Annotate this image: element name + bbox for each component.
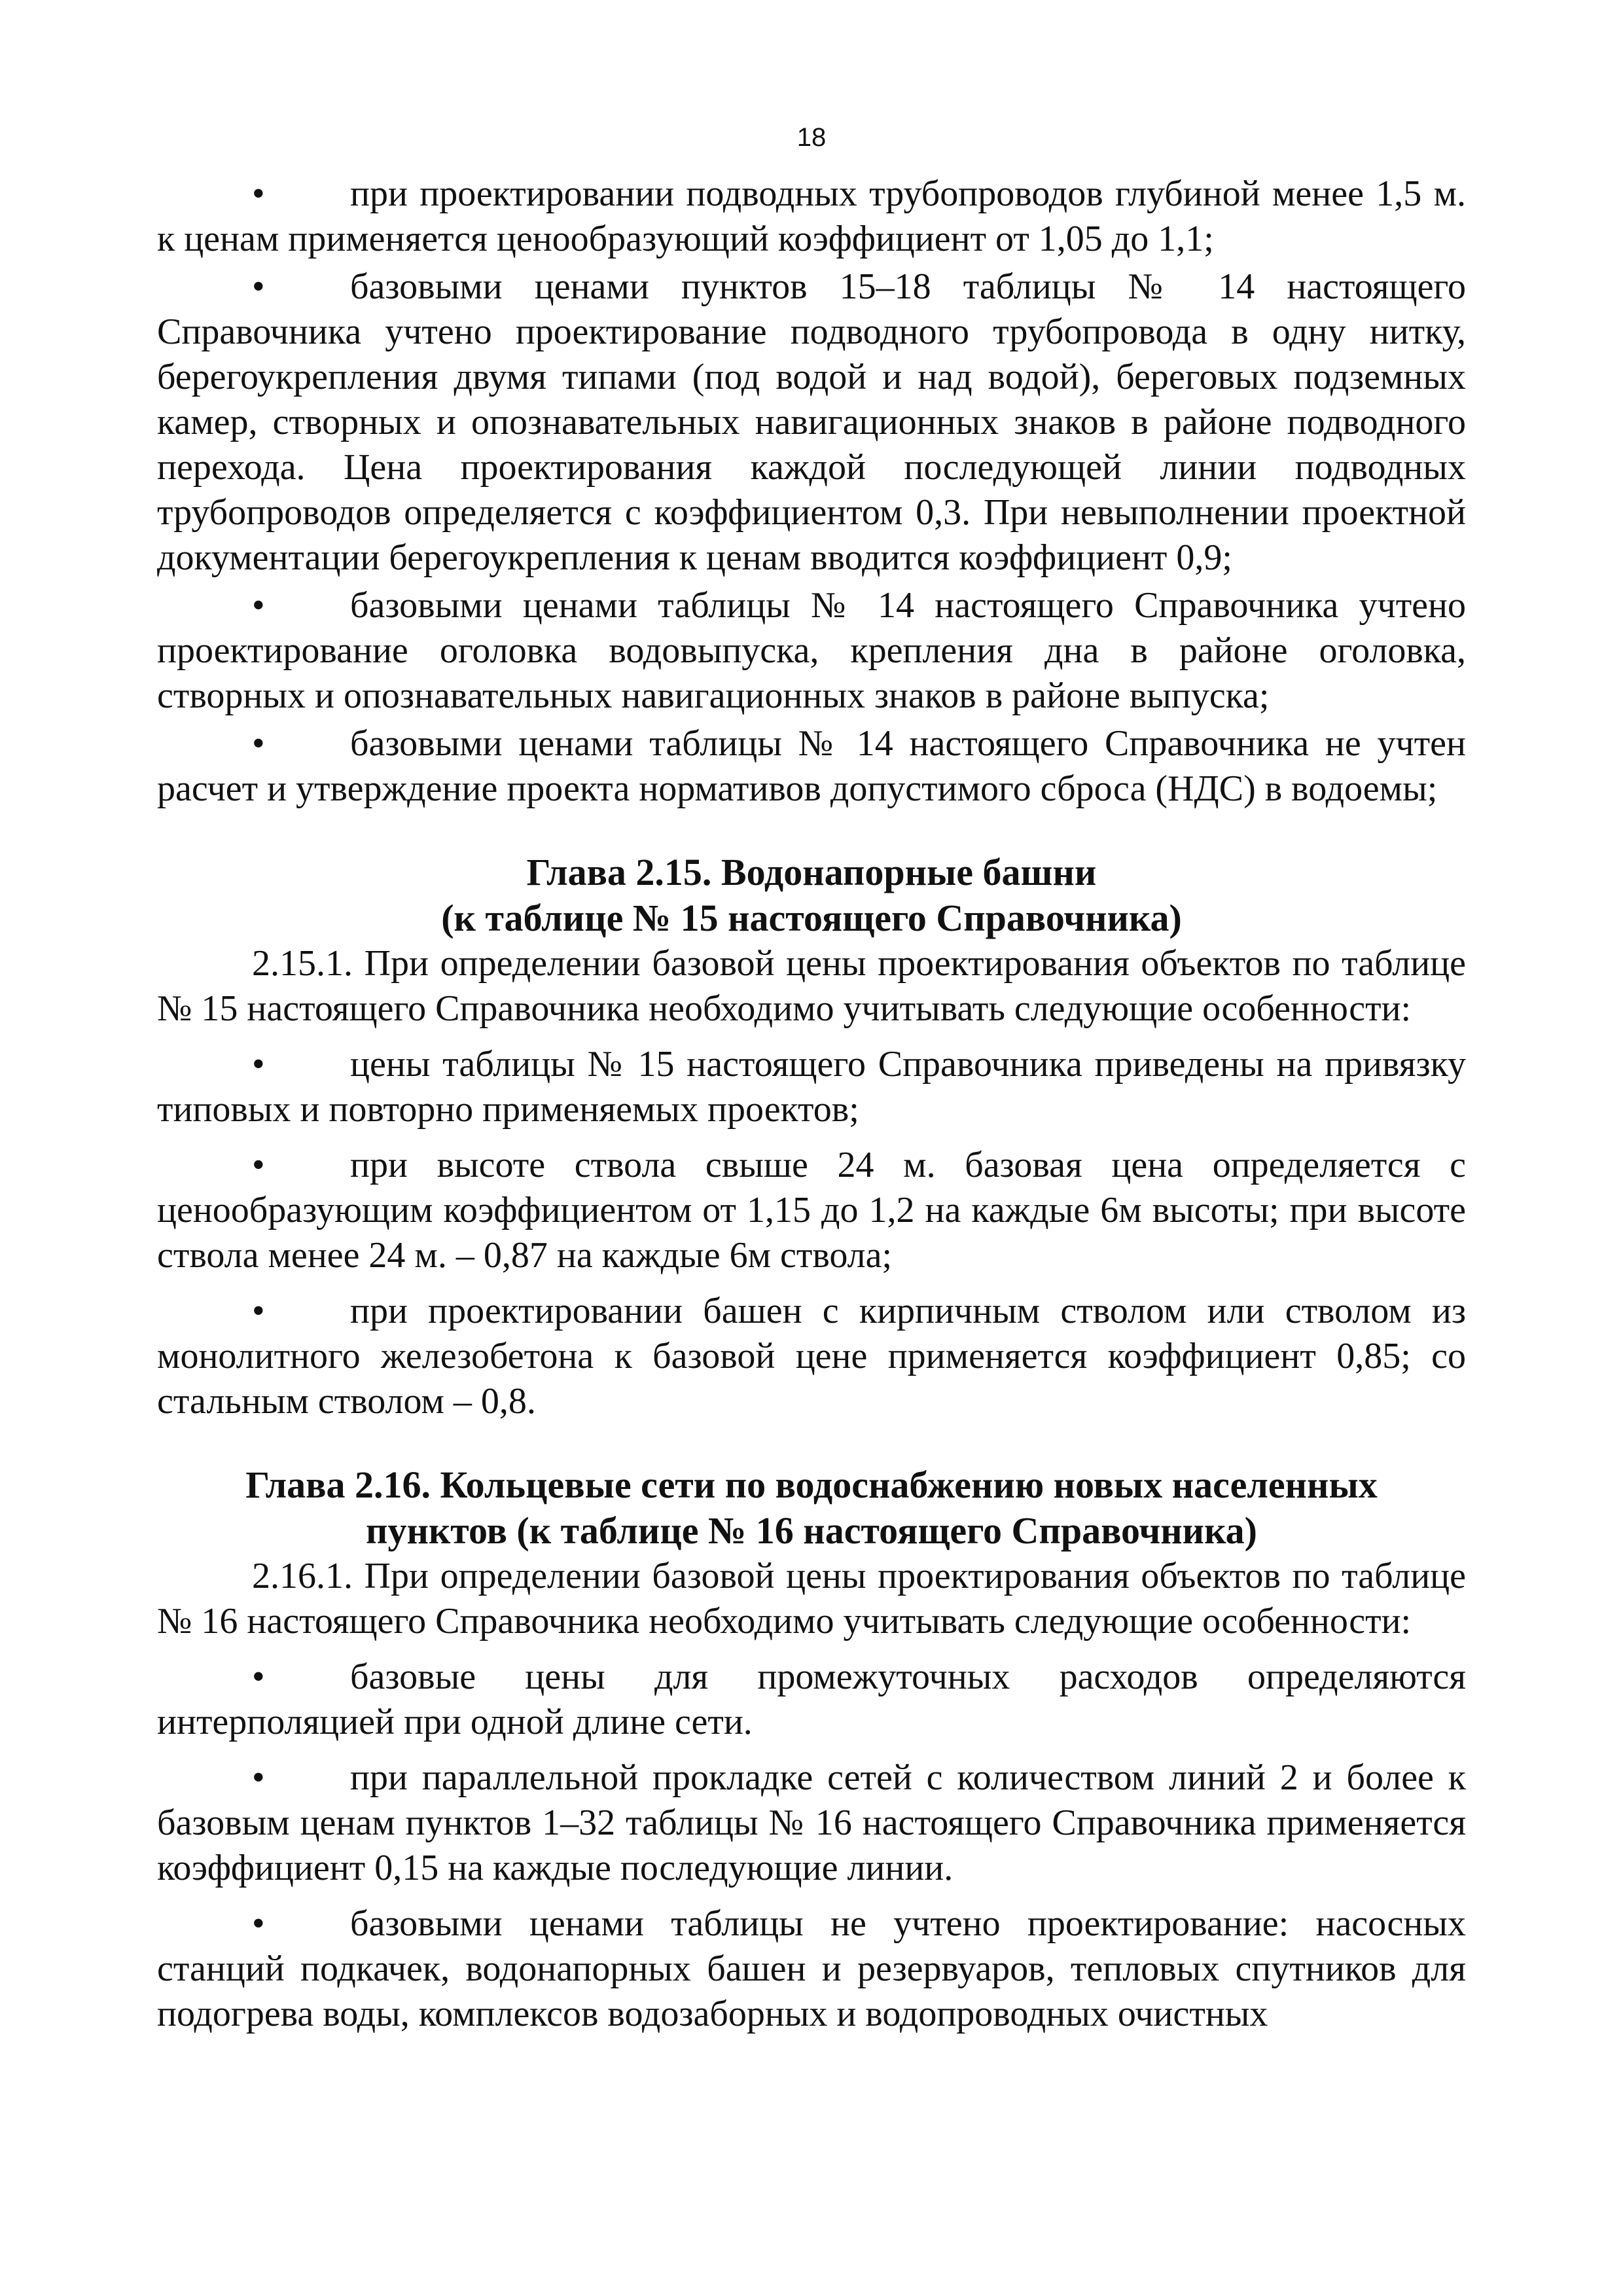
list-item-text: при параллельной прокладке сетей с количеством линий 2 и более к базовым ценам пунктов 1–32 таблицы № 16 настоящего Справочника применяется коэффициент 0,15 на каждые последующие линии. bbox=[157, 1757, 1466, 1888]
list-item bbox=[157, 1655, 1466, 1745]
bullet-icon: • bbox=[252, 1757, 265, 1798]
list-item bbox=[157, 583, 1466, 719]
chapter-title-line: (к таблице № 15 настоящего Справочника) bbox=[441, 897, 1182, 939]
bullet-icon: • bbox=[252, 173, 265, 214]
list-item-text: при проектировании подводных трубопроводов глубиной менее 1,5 м. к ценам применяется ценообразующий коэффициент от 1,05 до 1,1; bbox=[157, 173, 1466, 259]
list-item bbox=[157, 171, 1466, 262]
list-item-text: базовыми ценами таблицы № 14 настоящего Справочника учтено проектирование оголовка водовыпуска, крепления дна в районе оголовка, створных и опознавательных навигационных знаков в районе выпуска; bbox=[157, 585, 1466, 716]
chapter-intro-paragraph: 2.15.1. При определении базовой цены проектирования объектов по таблице № 15 настоящего Справочника необходимо учитывать следующие особенности: bbox=[157, 943, 1466, 1029]
bullet-icon: • bbox=[252, 1145, 265, 1185]
list-item-text: при проектировании башен с кирпичным стволом или стволом из монолитного железобетона к базовой цене применяется коэффициент 0,85; со стальным стволом – 0,8. bbox=[157, 1291, 1466, 1422]
chapter-title-line: Глава 2.15. Водонапорные башни bbox=[526, 851, 1097, 893]
chapter-heading-2-16 bbox=[157, 1462, 1466, 1554]
bullet-icon: • bbox=[252, 723, 265, 764]
list-item-text: цены таблицы № 15 настоящего Справочника приведены на привязку типовых и повторно применяемых проектов; bbox=[157, 1044, 1466, 1130]
chapter-title-line: Глава 2.16. Кольцевые сети по водоснабжению новых населенных bbox=[245, 1463, 1378, 1506]
list-item bbox=[157, 721, 1466, 812]
chapter-intro-paragraph: 2.16.1. При определении базовой цены проектирования объектов по таблице № 16 настоящего Справочника необходимо учитывать следующие особенности: bbox=[157, 1556, 1466, 1641]
list-item-text: базовые цены для промежуточных расходов определяются интерполяцией при одной длине сети. bbox=[157, 1657, 1466, 1742]
list-item bbox=[157, 1755, 1466, 1891]
bullet-icon: • bbox=[252, 1291, 265, 1331]
list-item bbox=[157, 264, 1466, 581]
bullet-icon: • bbox=[252, 1044, 265, 1085]
document-body bbox=[157, 171, 1466, 2037]
list-item bbox=[157, 1289, 1466, 1424]
list-item bbox=[157, 1901, 1466, 2037]
bullet-icon: • bbox=[252, 585, 265, 626]
bullet-icon: • bbox=[252, 1657, 265, 1697]
list-item bbox=[157, 1143, 1466, 1278]
bullet-icon: • bbox=[252, 1903, 265, 1944]
bullet-icon: • bbox=[252, 266, 265, 307]
list-item-text: базовыми ценами таблицы не учтено проектирование: насосных станций подкачек, водонапорных башен и резервуаров, тепловых спутников для подогрева воды, комплексов водозаборных и водопроводных очистных bbox=[157, 1903, 1466, 2034]
list-item-text: при высоте ствола свыше 24 м. базовая цена определяется с ценообразующим коэффициентом от 1,15 до 1,2 на каждые 6м высоты; при высоте ствола менее 24 м. – 0,87 на каждые 6м ствола; bbox=[157, 1145, 1466, 1276]
list-item-text: базовыми ценами таблицы № 14 настоящего Справочника не учтен расчет и утверждение проекта нормативов допустимого сброса (НДС) в водоемы; bbox=[157, 723, 1466, 809]
list-item-text: базовыми ценами пунктов 15–18 таблицы № 14 настоящего Справочника учтено проектирование подводного трубопровода в одну нитку, берегоукрепления двумя типами (под водой и над водой), береговых подземных камер, створных и опознавательных навигационных знаков в районе подводного перехода. Цена проектирования каждой последующей линии подводных трубопроводов определяется с коэффициентом 0,3. При невыполнении проектной документации берегоукрепления к ценам вводится коэффициент 0,9; bbox=[157, 266, 1466, 578]
page-number: 18 bbox=[796, 123, 827, 152]
chapter-title-line: пунктов (к таблице № 16 настоящего Справочника) bbox=[366, 1509, 1257, 1552]
list-item bbox=[157, 1042, 1466, 1132]
chapter-heading-2-15 bbox=[157, 850, 1466, 941]
